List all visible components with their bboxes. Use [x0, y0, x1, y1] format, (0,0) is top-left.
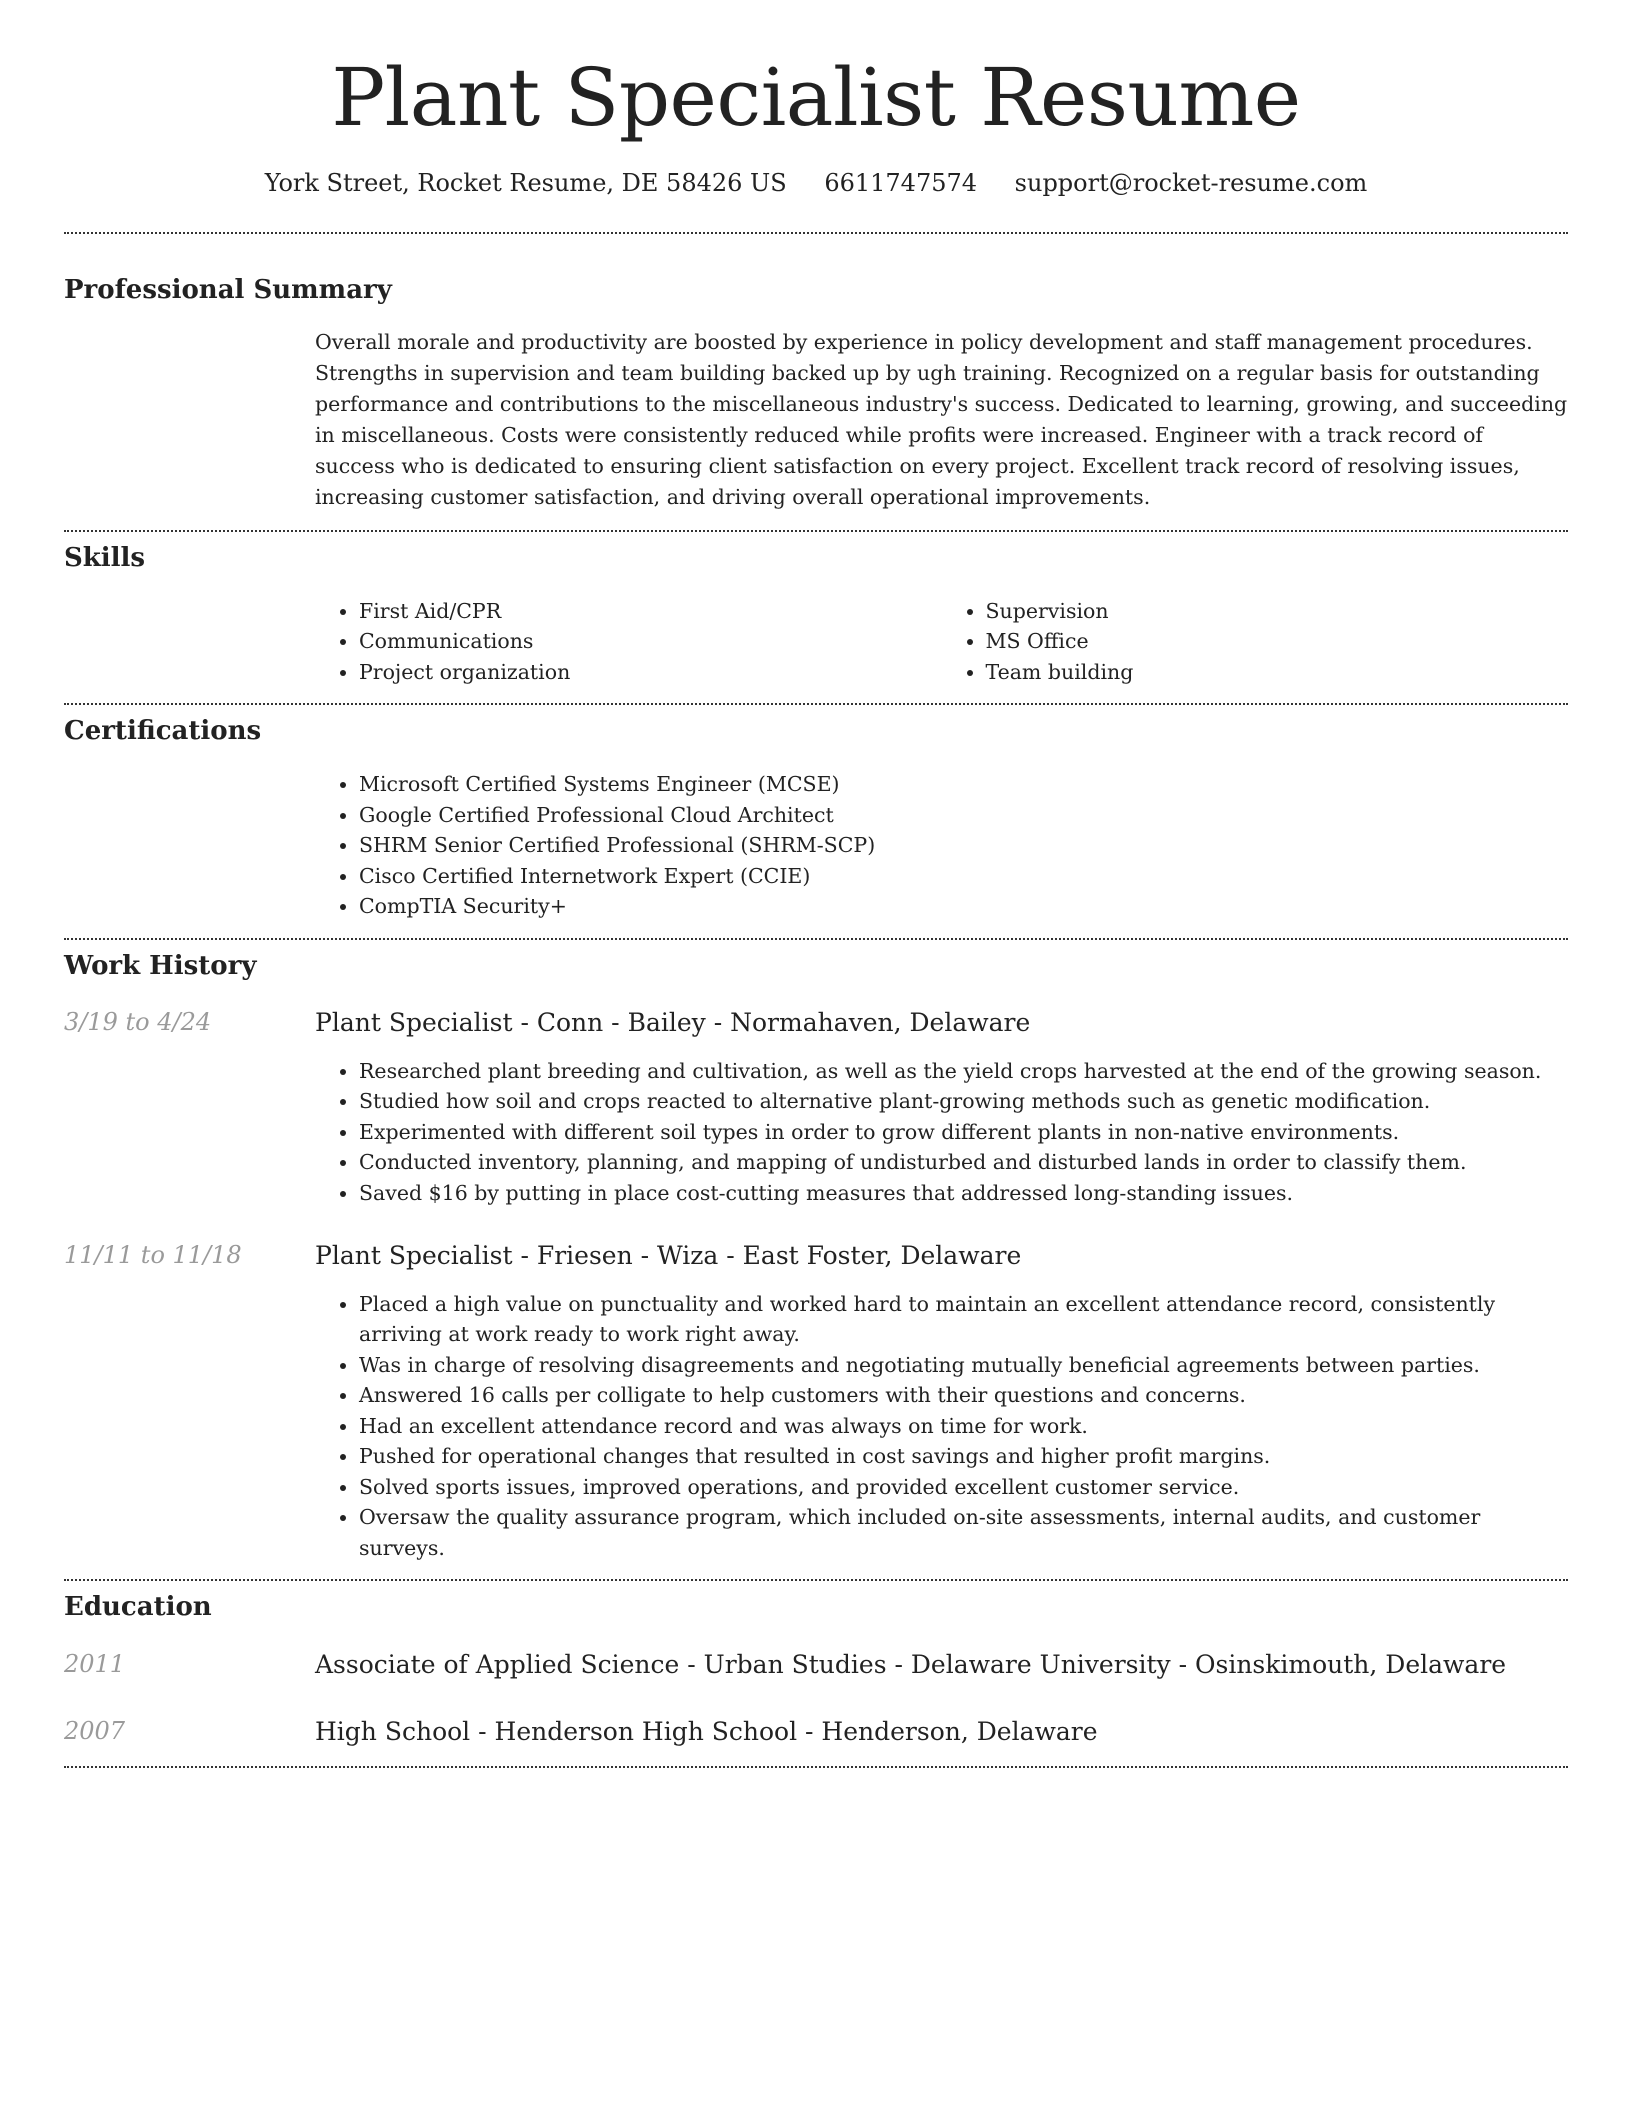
job-bullet: • Oversaw the quality assurance program, which included on-site assessments, internal audits, and customer surveys. — [359, 1502, 1568, 1563]
section-title-work: Work History — [64, 950, 257, 981]
job-entry — [64, 1240, 1568, 1563]
education-entry — [64, 1716, 1568, 1749]
certification-item: • Microsoft Certified Systems Engineer (MCSE) — [359, 769, 1568, 800]
skills-section — [64, 532, 1568, 703]
job-bullets — [315, 1289, 1568, 1564]
resume-title: Plant Specialist Resume — [331, 51, 1301, 144]
education-section — [64, 1581, 1568, 1766]
certification-item: • SHRM Senior Certified Professional (SHRM-SCP) — [359, 830, 1568, 861]
job-heading — [315, 1240, 1568, 1273]
section-title-certifications: Certifications — [64, 716, 262, 747]
section-title-education: Education — [64, 1592, 212, 1623]
skill-item: • MS Office — [986, 626, 1569, 657]
section-title-skills: Skills — [64, 542, 146, 573]
certification-item: • Cisco Certified Internetwork Expert (CCIE) — [359, 861, 1568, 892]
job-role: Plant Specialist — [315, 1008, 513, 1038]
skill-item: • Communications — [359, 626, 942, 657]
section-title-summary: Professional Summary — [64, 275, 392, 306]
job-dates: 3/19 to 4/24 — [64, 1008, 212, 1037]
phone: 6611747574 — [824, 169, 978, 197]
education-entry — [64, 1649, 1568, 1682]
education-year: 2011 — [64, 1650, 126, 1679]
job-bullet: • Experimented with different soil types in order to grow different plants in non-native environments. — [359, 1117, 1568, 1148]
job-entry — [64, 1007, 1568, 1208]
education-degree: High School — [315, 1716, 471, 1746]
job-company: - Friesen - Wiza - East Foster, Delaware — [512, 1241, 1022, 1271]
job-dates: 11/11 to 11/18 — [64, 1241, 242, 1270]
job-heading — [315, 1007, 1568, 1040]
work-section — [64, 940, 1568, 1580]
job-company: - Conn - Bailey - Normahaven, Delaware — [512, 1008, 1031, 1038]
job-bullet: • Pushed for operational changes that resulted in cost savings and higher profit margins. — [359, 1441, 1568, 1472]
certification-item: • CompTIA Security+ — [359, 891, 1568, 922]
address: York Street, Rocket Resume, DE 58426 US — [264, 169, 787, 197]
job-bullet: • Researched plant breeding and cultivation, as well as the yield crops harvested at the end of the growing season. — [359, 1056, 1568, 1087]
job-bullet: • Saved $16 by putting in place cost-cutting measures that addressed long-standing issues. — [359, 1178, 1568, 1209]
skill-item: • Project organization — [359, 657, 942, 688]
certifications-list — [315, 769, 1568, 922]
job-bullet: • Had an excellent attendance record and was always on time for work. — [359, 1411, 1568, 1442]
job-role: Plant Specialist — [315, 1241, 513, 1271]
certification-item: • Google Certified Professional Cloud Architect — [359, 800, 1568, 831]
divider — [64, 1766, 1568, 1768]
education-school: - Delaware University - Osinskimouth, Delaware — [886, 1650, 1507, 1680]
education-degree: Associate of Applied Science - Urban Studies — [315, 1650, 887, 1680]
summary-text: Overall morale and productivity are boosted by experience in policy development and staff management procedures. Strengths in supervision and team building backed up by ugh training. Recognized on a regular basis for outstanding performance and contributions to the miscellaneous industry's success. Dedicated to learning, growing, and succeeding in miscellaneous. Costs were consistently reduced while profits were increased. Engineer with a track record of success who is dedicated to ensuring client satisfaction on every project. Excellent track record of resolving issues, increasing customer satisfaction, and driving overall operational improvements. — [315, 329, 1568, 509]
skill-item: • Team building — [986, 657, 1569, 688]
job-bullet: • Conducted inventory, planning, and mapping of undisturbed and disturbed lands in order to classify them. — [359, 1147, 1568, 1178]
contact-line — [64, 168, 1568, 199]
certifications-section — [64, 705, 1568, 937]
education-year: 2007 — [64, 1716, 126, 1745]
education-heading — [315, 1716, 1568, 1749]
summary-section — [64, 234, 1568, 530]
job-bullet: • Placed a high value on punctuality and worked hard to maintain an excellent attendance record, consistently arriving at work ready to work right away. — [359, 1289, 1568, 1350]
job-bullet: • Solved sports issues, improved operations, and provided excellent customer service. — [359, 1472, 1568, 1503]
job-bullet: • Answered 16 calls per colligate to help customers with their questions and concerns. — [359, 1380, 1568, 1411]
skills-list-col2 — [942, 596, 1569, 688]
email: support@rocket-resume.com — [1014, 169, 1368, 197]
job-bullet: • Was in charge of resolving disagreements and negotiating mutually beneficial agreements between parties. — [359, 1350, 1568, 1381]
skills-list-col1 — [315, 596, 942, 688]
job-bullets — [315, 1056, 1568, 1209]
education-heading — [315, 1649, 1568, 1682]
skill-item: • Supervision — [986, 596, 1569, 627]
skill-item: • First Aid/CPR — [359, 596, 942, 627]
education-school: - Henderson High School - Henderson, Delaware — [470, 1716, 1098, 1746]
job-bullet: • Studied how soil and crops reacted to alternative plant-growing methods such as genetic modification. — [359, 1086, 1568, 1117]
